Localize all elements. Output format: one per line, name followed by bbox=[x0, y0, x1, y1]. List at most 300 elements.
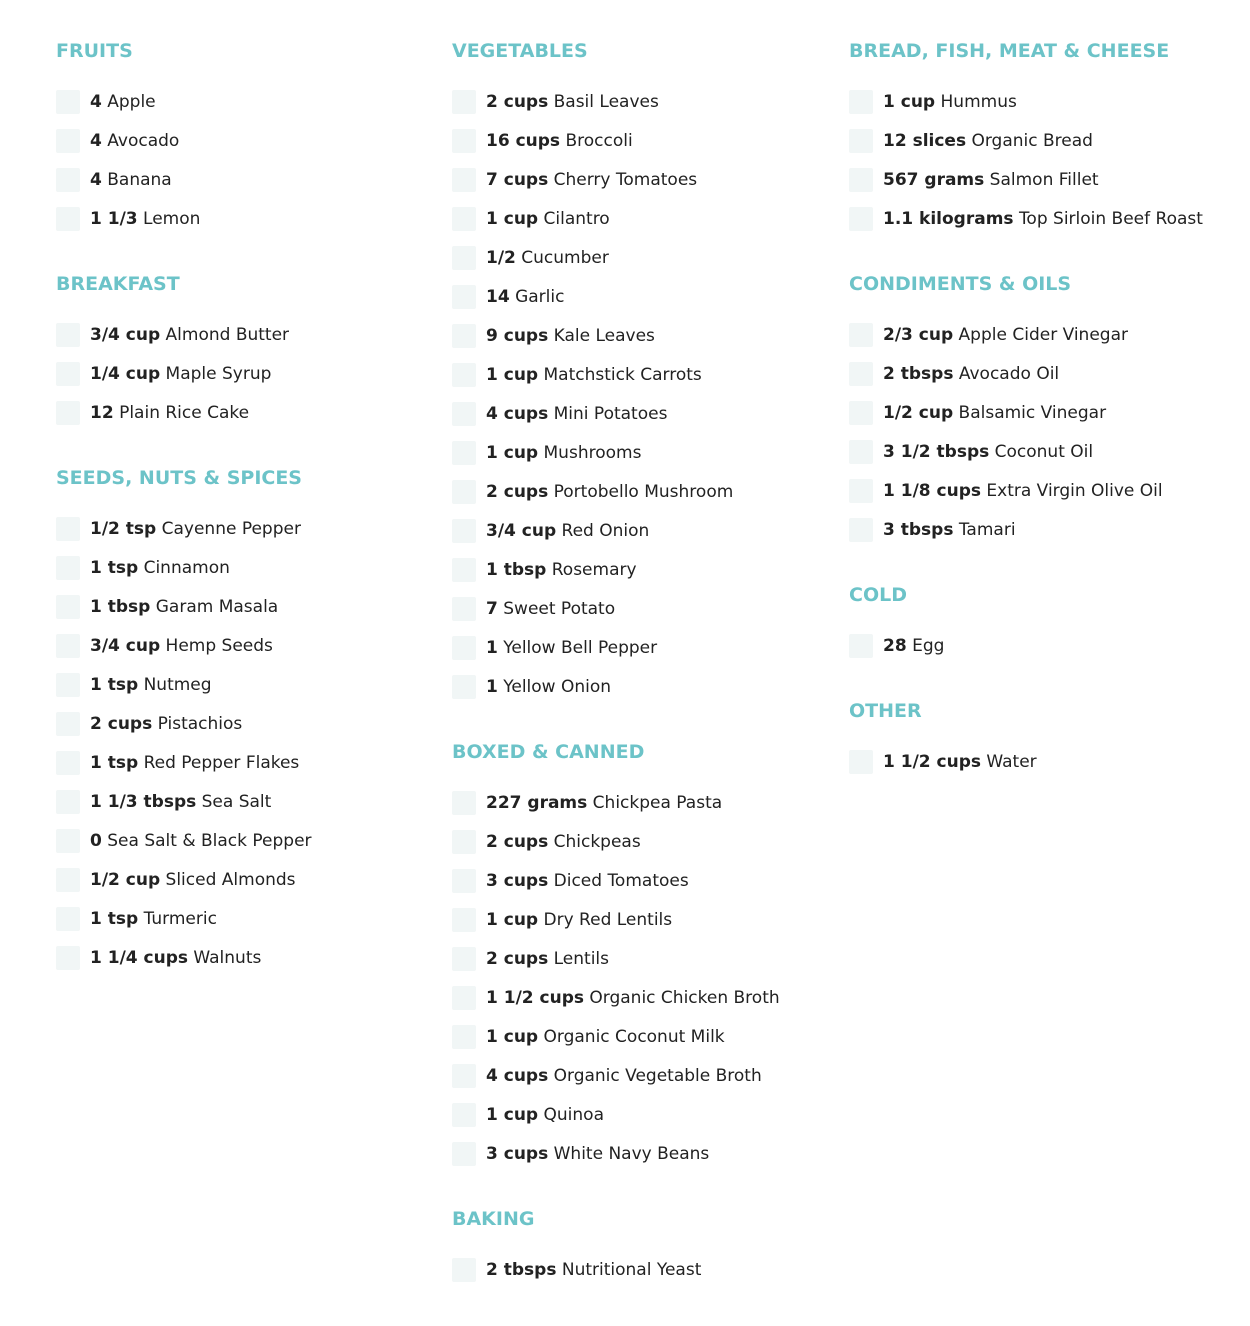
item-name: Plain Rice Cake bbox=[119, 403, 250, 423]
item-label bbox=[486, 1064, 762, 1088]
shopping-item-sweet-potato[interactable] bbox=[452, 597, 615, 621]
item-checkbox[interactable] bbox=[452, 947, 476, 971]
item-checkbox[interactable] bbox=[56, 673, 80, 697]
item-checkbox[interactable] bbox=[849, 323, 873, 347]
item-checkbox[interactable] bbox=[452, 830, 476, 854]
item-quantity: 1/2 bbox=[486, 248, 516, 268]
item-checkbox[interactable] bbox=[849, 90, 873, 114]
item-quantity: 567 grams bbox=[883, 170, 985, 190]
item-quantity: 2 tbsps bbox=[883, 364, 954, 384]
shopping-item-sea-salt-and-black-pepper[interactable] bbox=[56, 829, 312, 853]
item-quantity: 1 1/2 cups bbox=[883, 752, 981, 772]
item-name: Pistachios bbox=[157, 714, 243, 734]
shopping-item-sliced-almonds[interactable] bbox=[56, 868, 296, 892]
shopping-item-avocado[interactable] bbox=[56, 129, 179, 153]
item-quantity: 16 cups bbox=[486, 131, 561, 151]
item-quantity: 3/4 cup bbox=[486, 521, 557, 541]
item-label bbox=[486, 558, 637, 582]
item-checkbox[interactable] bbox=[452, 168, 476, 192]
item-label bbox=[90, 673, 212, 697]
item-name: Walnuts bbox=[193, 948, 262, 968]
item-name: Cayenne Pepper bbox=[161, 519, 301, 539]
item-checkbox[interactable] bbox=[849, 168, 873, 192]
item-label bbox=[883, 168, 1099, 192]
item-label bbox=[486, 480, 733, 504]
item-checkbox[interactable] bbox=[849, 518, 873, 542]
item-quantity: 1/2 cup bbox=[90, 870, 161, 890]
item-name: Sea Salt & Black Pepper bbox=[107, 831, 312, 851]
shopping-item-cilantro[interactable] bbox=[452, 207, 610, 231]
item-checkbox[interactable] bbox=[849, 479, 873, 503]
item-quantity: 12 slices bbox=[883, 131, 967, 151]
item-label bbox=[883, 90, 1017, 114]
item-quantity: 1 1/8 cups bbox=[883, 481, 981, 501]
item-quantity: 0 bbox=[90, 831, 102, 851]
item-quantity: 1 cup bbox=[486, 1027, 539, 1047]
shopping-item-dry-red-lentils[interactable] bbox=[452, 908, 672, 932]
shopping-item-nutritional-yeast[interactable] bbox=[452, 1258, 701, 1282]
shopping-item-white-navy-beans[interactable] bbox=[452, 1142, 709, 1166]
item-name: Cherry Tomatoes bbox=[553, 170, 698, 190]
item-checkbox[interactable] bbox=[452, 791, 476, 815]
item-label bbox=[486, 1103, 604, 1127]
item-quantity: 3/4 cup bbox=[90, 636, 161, 656]
item-quantity: 4 cups bbox=[486, 404, 549, 424]
item-label bbox=[486, 285, 564, 309]
item-name: Avocado bbox=[107, 131, 180, 151]
item-quantity: 1 cup bbox=[486, 443, 539, 463]
item-quantity: 2 cups bbox=[486, 92, 549, 112]
item-checkbox[interactable] bbox=[452, 986, 476, 1010]
shopping-item-chickpea-pasta[interactable] bbox=[452, 791, 722, 815]
item-name: Turmeric bbox=[143, 909, 217, 929]
item-quantity: 1 cup bbox=[486, 1105, 539, 1125]
item-quantity: 2 cups bbox=[486, 832, 549, 852]
item-checkbox[interactable] bbox=[849, 129, 873, 153]
item-checkbox[interactable] bbox=[452, 1258, 476, 1282]
shopping-item-tamari[interactable] bbox=[849, 518, 1016, 542]
shopping-item-apple[interactable] bbox=[56, 90, 156, 114]
item-name: Quinoa bbox=[543, 1105, 604, 1125]
item-quantity: 4 cups bbox=[486, 1066, 549, 1086]
section-title-bread-fish-meat-and-cheese: BREAD, FISH, MEAT & CHEESE bbox=[849, 40, 1170, 62]
shopping-item-hemp-seeds[interactable] bbox=[56, 634, 273, 658]
item-quantity: 1/2 cup bbox=[883, 403, 954, 423]
shopping-item-portobello-mushroom[interactable] bbox=[452, 480, 733, 504]
item-name: Almond Butter bbox=[165, 325, 290, 345]
item-name: Diced Tomatoes bbox=[553, 871, 689, 891]
item-name: Sliced Almonds bbox=[165, 870, 296, 890]
item-quantity: 3 tbsps bbox=[883, 520, 954, 540]
item-checkbox[interactable] bbox=[452, 207, 476, 231]
item-checkbox[interactable] bbox=[56, 907, 80, 931]
item-name: Hummus bbox=[940, 92, 1017, 112]
item-checkbox[interactable] bbox=[56, 946, 80, 970]
item-checkbox[interactable] bbox=[452, 129, 476, 153]
item-name: Red Pepper Flakes bbox=[143, 753, 300, 773]
item-name: Chickpea Pasta bbox=[592, 793, 723, 813]
item-name: Egg bbox=[912, 636, 945, 656]
item-name: Lemon bbox=[143, 209, 201, 229]
item-checkbox[interactable] bbox=[849, 634, 873, 658]
shopping-item-sea-salt[interactable] bbox=[56, 790, 271, 814]
item-quantity: 9 cups bbox=[486, 326, 549, 346]
item-name: Chickpeas bbox=[553, 832, 641, 852]
item-label bbox=[883, 634, 944, 658]
section-title-vegetables: VEGETABLES bbox=[452, 40, 588, 62]
shopping-item-banana[interactable] bbox=[56, 168, 172, 192]
item-name: Cinnamon bbox=[143, 558, 230, 578]
item-quantity: 28 bbox=[883, 636, 907, 656]
item-label bbox=[883, 518, 1016, 542]
shopping-item-apple-cider-vinegar[interactable] bbox=[849, 323, 1128, 347]
item-checkbox[interactable] bbox=[56, 207, 80, 231]
item-name: Nutmeg bbox=[143, 675, 212, 695]
item-name: Sweet Potato bbox=[503, 599, 616, 619]
item-quantity: 1 1/2 cups bbox=[486, 988, 584, 1008]
section-title-breakfast: BREAKFAST bbox=[56, 273, 180, 295]
item-label bbox=[883, 129, 1093, 153]
item-name: Yellow Bell Pepper bbox=[503, 638, 658, 658]
item-name: Red Onion bbox=[561, 521, 650, 541]
item-quantity: 4 bbox=[90, 92, 102, 112]
item-checkbox[interactable] bbox=[452, 636, 476, 660]
item-name: Hemp Seeds bbox=[165, 636, 273, 656]
shopping-item-top-sirloin-beef-roast[interactable] bbox=[849, 207, 1203, 231]
shopping-item-organic-vegetable-broth[interactable] bbox=[452, 1064, 762, 1088]
item-checkbox[interactable] bbox=[56, 401, 80, 425]
item-name: Organic Coconut Milk bbox=[543, 1027, 725, 1047]
item-name: Mushrooms bbox=[543, 443, 642, 463]
item-checkbox[interactable] bbox=[56, 868, 80, 892]
section-title-other: OTHER bbox=[849, 700, 922, 722]
item-name: Apple bbox=[107, 92, 156, 112]
section-title-seeds-nuts-and-spices: SEEDS, NUTS & SPICES bbox=[56, 467, 302, 489]
item-label bbox=[90, 907, 217, 931]
item-label bbox=[486, 168, 697, 192]
item-checkbox[interactable] bbox=[452, 1025, 476, 1049]
shopping-item-red-pepper-flakes[interactable] bbox=[56, 751, 299, 775]
item-checkbox[interactable] bbox=[452, 363, 476, 387]
item-name: Garlic bbox=[515, 287, 565, 307]
shopping-item-organic-bread[interactable] bbox=[849, 129, 1093, 153]
item-checkbox[interactable] bbox=[452, 675, 476, 699]
shopping-item-rosemary[interactable] bbox=[452, 558, 637, 582]
item-name: Garam Masala bbox=[155, 597, 279, 617]
shopping-item-pistachios[interactable] bbox=[56, 712, 242, 736]
item-checkbox[interactable] bbox=[56, 90, 80, 114]
shopping-item-nutmeg[interactable] bbox=[56, 673, 212, 697]
item-label bbox=[90, 829, 312, 853]
item-name: Avocado Oil bbox=[958, 364, 1060, 384]
item-quantity: 1.1 kilograms bbox=[883, 209, 1014, 229]
item-checkbox[interactable] bbox=[56, 751, 80, 775]
item-label bbox=[883, 323, 1128, 347]
item-quantity: 14 bbox=[486, 287, 510, 307]
item-name: Cilantro bbox=[543, 209, 610, 229]
item-quantity: 1 1/3 tbsps bbox=[90, 792, 197, 812]
item-label bbox=[883, 401, 1106, 425]
item-label bbox=[90, 712, 242, 736]
item-quantity: 3 1/2 tbsps bbox=[883, 442, 990, 462]
shopping-item-walnuts[interactable] bbox=[56, 946, 261, 970]
item-quantity: 1 1/3 bbox=[90, 209, 138, 229]
item-quantity: 4 bbox=[90, 170, 102, 190]
item-label bbox=[883, 440, 1093, 464]
item-name: Water bbox=[986, 752, 1037, 772]
item-checkbox[interactable] bbox=[849, 401, 873, 425]
item-quantity: 7 cups bbox=[486, 170, 549, 190]
shopping-item-cayenne-pepper[interactable] bbox=[56, 517, 301, 541]
item-label bbox=[90, 556, 230, 580]
item-label bbox=[486, 441, 641, 465]
item-label bbox=[486, 830, 641, 854]
section-title-baking: BAKING bbox=[452, 1208, 535, 1230]
item-checkbox[interactable] bbox=[452, 869, 476, 893]
item-quantity: 1 bbox=[486, 677, 498, 697]
item-name: Balsamic Vinegar bbox=[958, 403, 1107, 423]
item-name: Maple Syrup bbox=[165, 364, 272, 384]
item-checkbox[interactable] bbox=[452, 908, 476, 932]
shopping-item-salmon-fillet[interactable] bbox=[849, 168, 1099, 192]
item-checkbox[interactable] bbox=[452, 402, 476, 426]
item-checkbox[interactable] bbox=[452, 558, 476, 582]
section-title-cold: COLD bbox=[849, 584, 907, 606]
item-checkbox[interactable] bbox=[56, 517, 80, 541]
item-name: White Navy Beans bbox=[553, 1144, 710, 1164]
item-label bbox=[486, 519, 649, 543]
shopping-item-garlic[interactable] bbox=[452, 285, 564, 309]
item-checkbox[interactable] bbox=[56, 790, 80, 814]
item-name: Salmon Fillet bbox=[989, 170, 1099, 190]
item-quantity: 1 cup bbox=[486, 365, 539, 385]
item-name: Matchstick Carrots bbox=[543, 365, 702, 385]
item-label bbox=[90, 90, 156, 114]
item-name: Organic Bread bbox=[971, 131, 1093, 151]
item-label bbox=[486, 986, 780, 1010]
item-label bbox=[486, 363, 702, 387]
item-label bbox=[486, 908, 672, 932]
item-label bbox=[90, 790, 271, 814]
item-checkbox[interactable] bbox=[849, 207, 873, 231]
item-name: Yellow Onion bbox=[503, 677, 612, 697]
item-label bbox=[883, 479, 1163, 503]
shopping-item-plain-rice-cake[interactable] bbox=[56, 401, 249, 425]
item-label bbox=[486, 402, 667, 426]
item-label bbox=[486, 636, 657, 660]
shopping-item-mini-potatoes[interactable] bbox=[452, 402, 667, 426]
shopping-item-cinnamon[interactable] bbox=[56, 556, 230, 580]
item-label bbox=[486, 207, 610, 231]
item-checkbox[interactable] bbox=[452, 597, 476, 621]
item-label bbox=[486, 129, 633, 153]
item-label bbox=[90, 595, 278, 619]
item-name: Broccoli bbox=[565, 131, 633, 151]
item-checkbox[interactable] bbox=[56, 323, 80, 347]
item-label bbox=[486, 675, 611, 699]
item-quantity: 2 cups bbox=[486, 482, 549, 502]
item-name: Organic Vegetable Broth bbox=[553, 1066, 762, 1086]
item-label bbox=[90, 362, 271, 386]
item-name: Banana bbox=[107, 170, 172, 190]
item-label bbox=[486, 246, 609, 270]
item-name: Basil Leaves bbox=[553, 92, 659, 112]
item-label bbox=[90, 207, 200, 231]
shopping-item-chickpeas[interactable] bbox=[452, 830, 641, 854]
item-checkbox[interactable] bbox=[849, 440, 873, 464]
item-checkbox[interactable] bbox=[452, 246, 476, 270]
item-checkbox[interactable] bbox=[452, 480, 476, 504]
shopping-item-balsamic-vinegar[interactable] bbox=[849, 401, 1106, 425]
item-quantity: 1 bbox=[486, 638, 498, 658]
shopping-item-cucumber[interactable] bbox=[452, 246, 609, 270]
item-quantity: 1 cup bbox=[486, 910, 539, 930]
item-checkbox[interactable] bbox=[452, 1142, 476, 1166]
item-checkbox[interactable] bbox=[452, 1103, 476, 1127]
item-label bbox=[883, 750, 1037, 774]
item-label bbox=[486, 1142, 709, 1166]
item-label bbox=[90, 129, 179, 153]
shopping-item-extra-virgin-olive-oil[interactable] bbox=[849, 479, 1163, 503]
item-label bbox=[90, 946, 261, 970]
shopping-item-coconut-oil[interactable] bbox=[849, 440, 1093, 464]
item-checkbox[interactable] bbox=[56, 712, 80, 736]
shopping-item-garam-masala[interactable] bbox=[56, 595, 278, 619]
item-checkbox[interactable] bbox=[56, 168, 80, 192]
item-name: Tamari bbox=[958, 520, 1016, 540]
shopping-item-yellow-bell-pepper[interactable] bbox=[452, 636, 657, 660]
item-quantity: 1 tbsp bbox=[486, 560, 547, 580]
item-quantity: 1/2 tsp bbox=[90, 519, 157, 539]
item-name: Coconut Oil bbox=[994, 442, 1094, 462]
item-quantity: 3/4 cup bbox=[90, 325, 161, 345]
shopping-item-maple-syrup[interactable] bbox=[56, 362, 271, 386]
item-label bbox=[90, 168, 172, 192]
item-quantity: 2 cups bbox=[90, 714, 153, 734]
item-label bbox=[486, 1258, 701, 1282]
item-name: Apple Cider Vinegar bbox=[958, 325, 1128, 345]
item-quantity: 1 tsp bbox=[90, 753, 139, 773]
item-quantity: 4 bbox=[90, 131, 102, 151]
item-quantity: 1 tsp bbox=[90, 909, 139, 929]
item-quantity: 1 cup bbox=[486, 209, 539, 229]
shopping-item-hummus[interactable] bbox=[849, 90, 1017, 114]
item-label bbox=[90, 517, 301, 541]
item-label bbox=[486, 597, 615, 621]
item-name: Top Sirloin Beef Roast bbox=[1018, 209, 1203, 229]
item-checkbox[interactable] bbox=[849, 750, 873, 774]
item-checkbox[interactable] bbox=[849, 362, 873, 386]
item-quantity: 1 1/4 cups bbox=[90, 948, 188, 968]
item-quantity: 2 tbsps bbox=[486, 1260, 557, 1280]
item-name: Sea Salt bbox=[201, 792, 272, 812]
item-name: Organic Chicken Broth bbox=[589, 988, 780, 1008]
shopping-item-red-onion[interactable] bbox=[452, 519, 649, 543]
shopping-item-matchstick-carrots[interactable] bbox=[452, 363, 702, 387]
item-checkbox[interactable] bbox=[56, 362, 80, 386]
item-label bbox=[90, 401, 249, 425]
item-name: Nutritional Yeast bbox=[561, 1260, 702, 1280]
item-label bbox=[90, 634, 273, 658]
item-quantity: 2 cups bbox=[486, 949, 549, 969]
shopping-item-basil-leaves[interactable] bbox=[452, 90, 659, 114]
shopping-item-yellow-onion[interactable] bbox=[452, 675, 611, 699]
item-checkbox[interactable] bbox=[452, 324, 476, 348]
item-checkbox[interactable] bbox=[452, 1064, 476, 1088]
item-label bbox=[486, 324, 655, 348]
shopping-item-cherry-tomatoes[interactable] bbox=[452, 168, 697, 192]
item-quantity: 1 cup bbox=[883, 92, 936, 112]
item-label bbox=[883, 207, 1203, 231]
shopping-item-organic-coconut-milk[interactable] bbox=[452, 1025, 725, 1049]
item-label bbox=[90, 868, 296, 892]
shopping-item-water[interactable] bbox=[849, 750, 1037, 774]
shopping-item-diced-tomatoes[interactable] bbox=[452, 869, 689, 893]
shopping-item-turmeric[interactable] bbox=[56, 907, 217, 931]
item-quantity: 3 cups bbox=[486, 1144, 549, 1164]
item-label bbox=[486, 90, 659, 114]
item-quantity: 1 tsp bbox=[90, 675, 139, 695]
item-checkbox[interactable] bbox=[452, 441, 476, 465]
item-quantity: 1 tbsp bbox=[90, 597, 151, 617]
shopping-item-broccoli[interactable] bbox=[452, 129, 633, 153]
section-title-condiments-and-oils: CONDIMENTS & OILS bbox=[849, 273, 1072, 295]
item-name: Rosemary bbox=[551, 560, 637, 580]
shopping-item-mushrooms[interactable] bbox=[452, 441, 641, 465]
shopping-item-kale-leaves[interactable] bbox=[452, 324, 655, 348]
item-name: Cucumber bbox=[521, 248, 609, 268]
section-title-boxed-and-canned: BOXED & CANNED bbox=[452, 741, 645, 763]
item-checkbox[interactable] bbox=[56, 829, 80, 853]
item-checkbox[interactable] bbox=[452, 285, 476, 309]
item-name: Dry Red Lentils bbox=[543, 910, 673, 930]
item-name: Extra Virgin Olive Oil bbox=[986, 481, 1163, 501]
item-name: Lentils bbox=[553, 949, 609, 969]
item-checkbox[interactable] bbox=[56, 634, 80, 658]
item-checkbox[interactable] bbox=[56, 595, 80, 619]
shopping-item-quinoa[interactable] bbox=[452, 1103, 604, 1127]
item-label bbox=[486, 791, 722, 815]
item-quantity: 3 cups bbox=[486, 871, 549, 891]
item-label bbox=[883, 362, 1059, 386]
shopping-item-avocado-oil[interactable] bbox=[849, 362, 1059, 386]
item-checkbox[interactable] bbox=[452, 90, 476, 114]
item-checkbox[interactable] bbox=[452, 519, 476, 543]
item-name: Mini Potatoes bbox=[553, 404, 668, 424]
item-label bbox=[486, 1025, 725, 1049]
item-quantity: 7 bbox=[486, 599, 498, 619]
item-name: Portobello Mushroom bbox=[553, 482, 734, 502]
item-label bbox=[90, 751, 299, 775]
item-label bbox=[90, 323, 289, 347]
item-name: Kale Leaves bbox=[553, 326, 655, 346]
item-quantity: 227 grams bbox=[486, 793, 588, 813]
item-quantity: 1 tsp bbox=[90, 558, 139, 578]
section-title-fruits: FRUITS bbox=[56, 40, 133, 62]
item-quantity: 2/3 cup bbox=[883, 325, 954, 345]
item-checkbox[interactable] bbox=[56, 556, 80, 580]
item-label bbox=[486, 947, 609, 971]
item-label bbox=[486, 869, 689, 893]
item-quantity: 12 bbox=[90, 403, 114, 423]
item-checkbox[interactable] bbox=[56, 129, 80, 153]
item-quantity: 1/4 cup bbox=[90, 364, 161, 384]
shopping-item-organic-chicken-broth[interactable] bbox=[452, 986, 780, 1010]
shopping-item-egg[interactable] bbox=[849, 634, 944, 658]
shopping-item-almond-butter[interactable] bbox=[56, 323, 289, 347]
shopping-item-lemon[interactable] bbox=[56, 207, 200, 231]
shopping-item-lentils[interactable] bbox=[452, 947, 609, 971]
